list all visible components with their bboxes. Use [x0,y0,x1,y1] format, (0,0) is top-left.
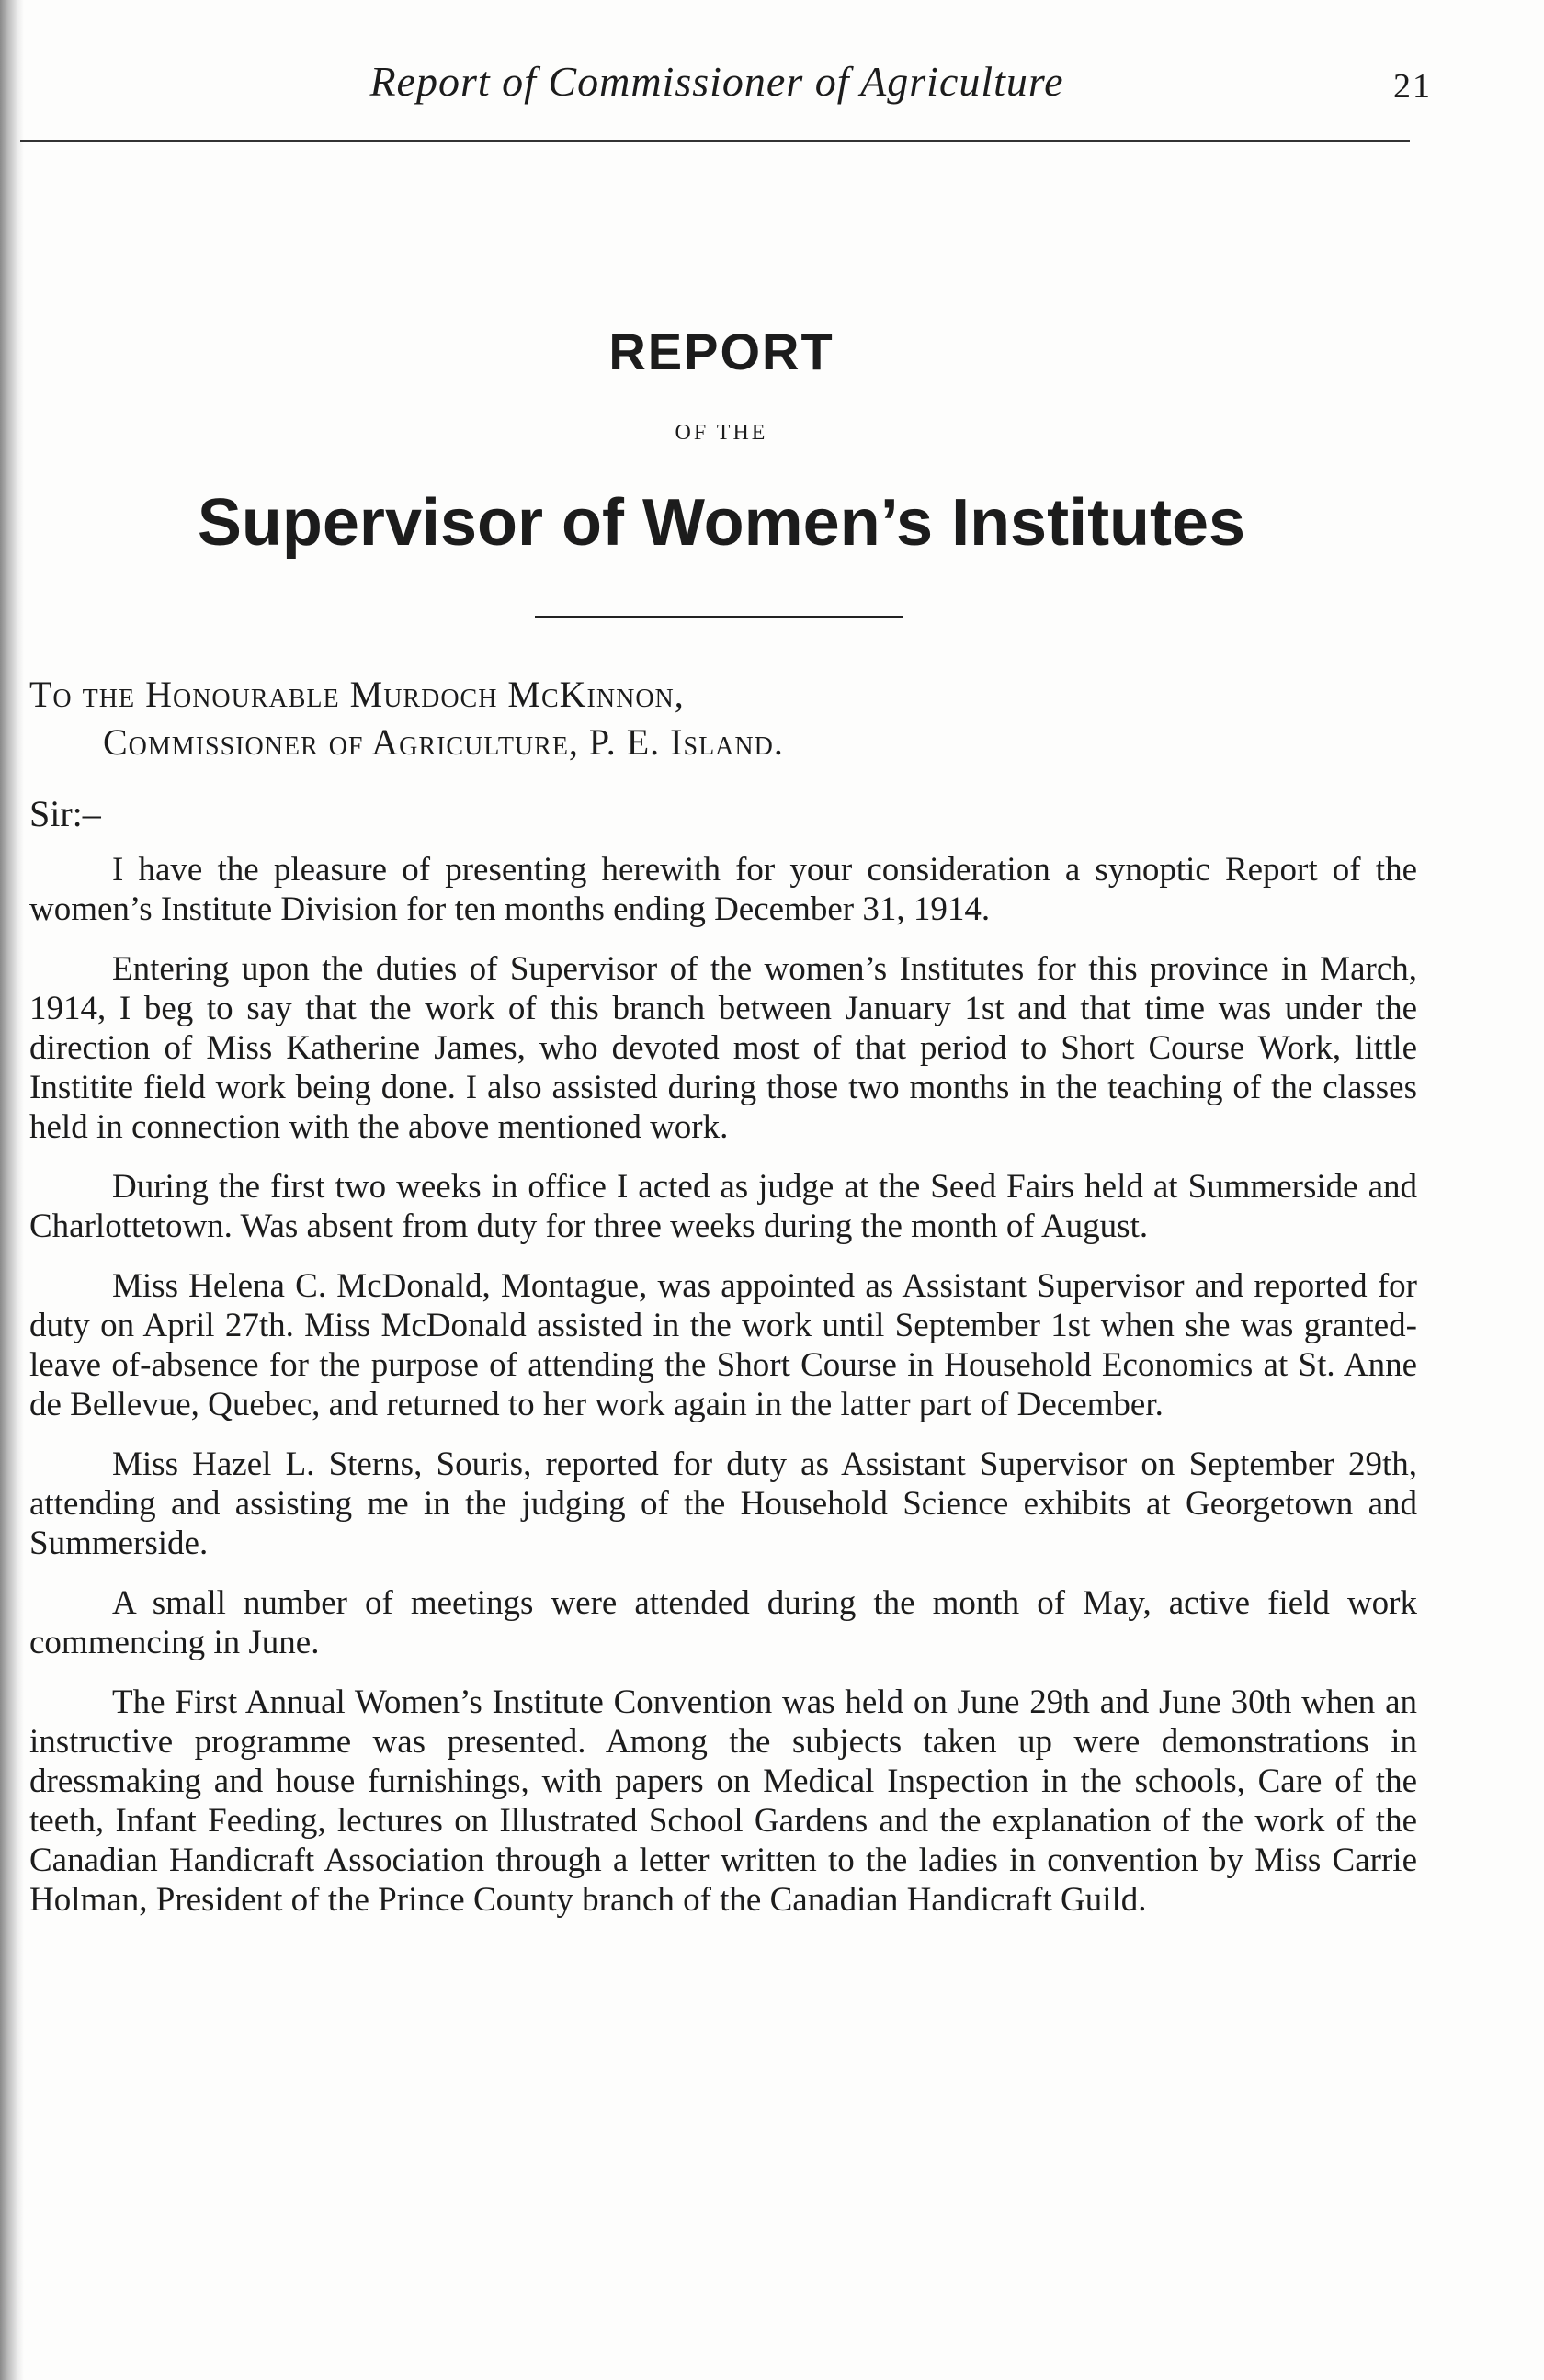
running-header: Report of Commissioner of Agriculture [369,58,1064,105]
title-divider [535,616,903,618]
paragraph: I have the pleasure of presenting herewith for your consideration a synoptic Report of the women’s Institute Division for ten months ending December 31, 1914. [29,851,1417,928]
paragraph: A small number of meetings were attended during the month of May, active field work commencing in June. [29,1584,1417,1661]
document-title: Supervisor of Women’s Institutes [197,486,1246,560]
report-heading: REPORT [608,323,834,380]
salutation: Sir:– [29,793,101,834]
paragraph: Miss Helena C. McDonald, Montague, was appointed as Assistant Supervisor and reported for duty on April 27th. Miss McDonald assisted in the work until September 1st when she was granted-leave of-absence for the purpose of attending the Short Course in Household Economics at St. Anne de Bellevue, Quebec, and returned to her work again in the latter part of December. [29,1267,1417,1423]
paragraph: Miss Hazel L. Sterns, Souris, reported for duty as Assistant Supervisor on September 29th, attending and assisting me in the judging of the Household Science exhibits at Georgetown and Summerside. [29,1445,1417,1562]
header-divider [20,140,1410,142]
paragraph: The First Annual Women’s Institute Convention was held on June 29th and June 30th when an instructive programme was presented. Among the subjects taken up were demonstrations in dressmaking and house furnishings, with papers on Medical Inspection in the schools, Care of the teeth, Infant Feeding, lectures on Illustrated School Gardens and the explanation of the work of the Canadian Handicraft Association through a letter written to the ladies in convention by Miss Carrie Holman, President of the Prince County branch of the Canadian Handicraft Guild. [29,1683,1417,1919]
addressee-title: Commissioner of Agriculture, P. E. Island. [103,721,784,763]
page-number: 21 [1393,67,1432,106]
paragraph: During the first two weeks in office I acted as judge at the Seed Fairs held at Summerside and Charlottetown. Was absent from duty for three weeks during the month of August. [29,1168,1417,1245]
of-the-subheading: OF THE [675,421,768,445]
report-body [29,850,1417,1940]
paragraph: Entering upon the duties of Supervisor of the women’s Institutes for this province in March, 1914, I beg to say that the work of this branch between January 1st and that time was under the direction of Miss Katherine James, who devoted most of that period to Short Course Work, little Institite field work being done. I also assisted during those two months in the teaching of the classes held in connection with the above mentioned work. [29,950,1417,1146]
addressee-name: To the Honourable Murdoch McKinnon, [29,674,685,715]
